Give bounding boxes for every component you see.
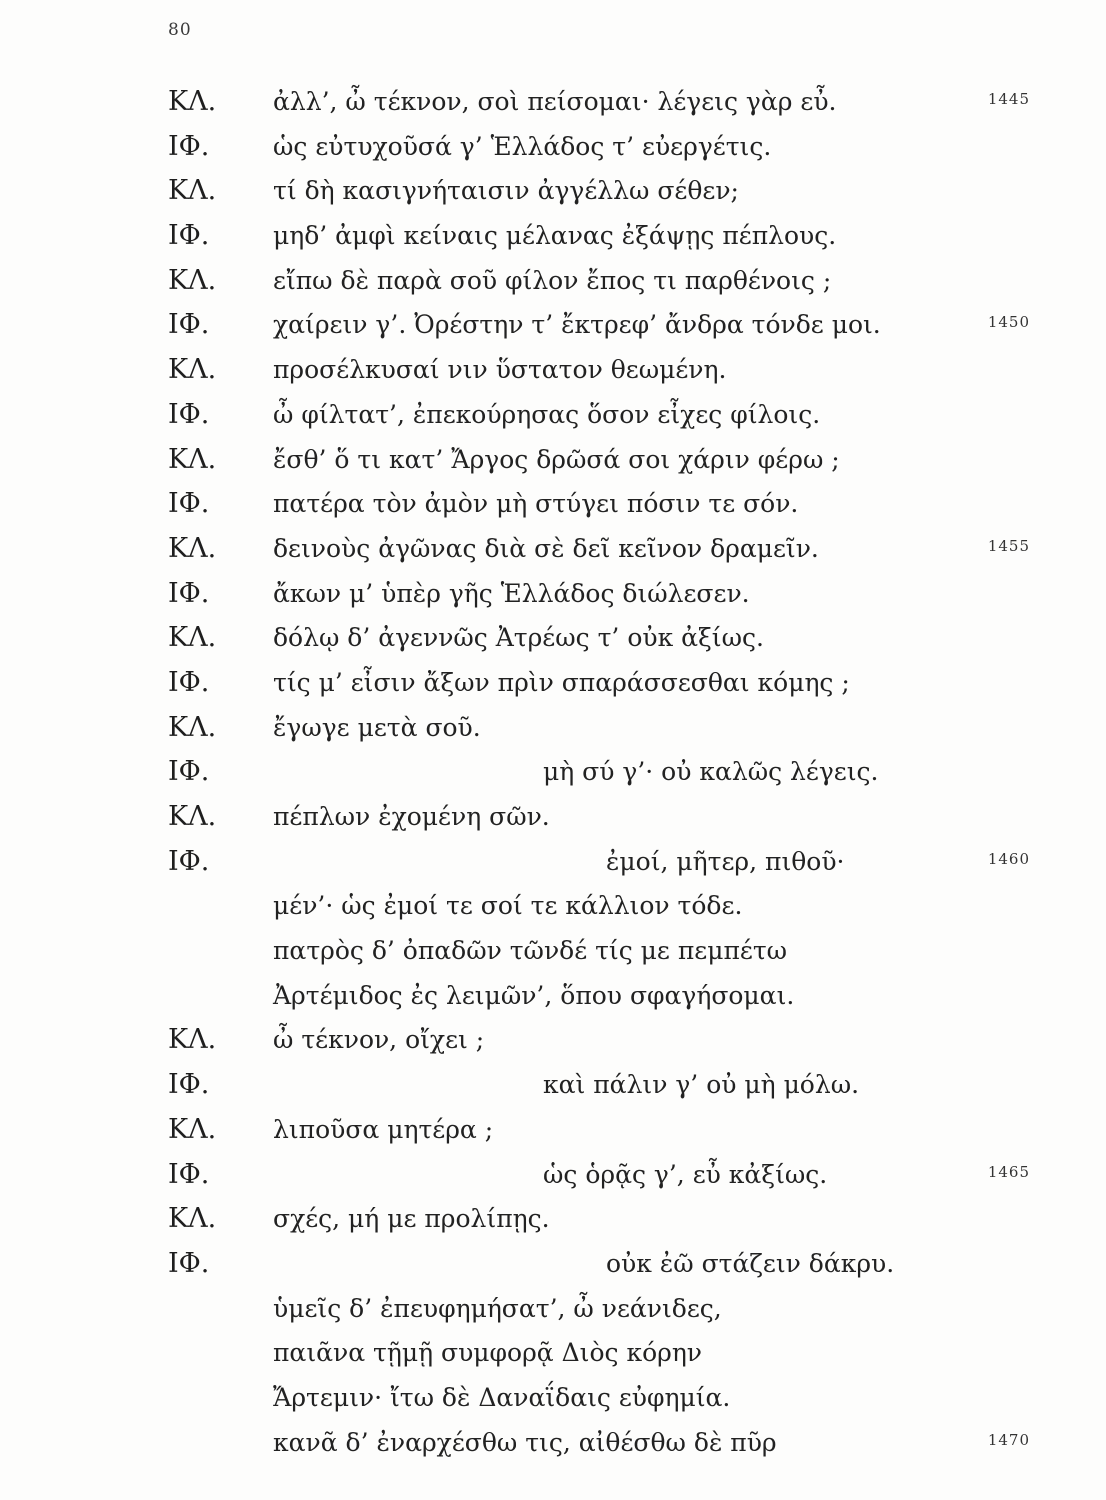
verse-line — [0, 1331, 1106, 1376]
speaker-label: ΙΦ. — [168, 577, 210, 609]
verse-line — [0, 1287, 1106, 1332]
verse-text: λιποῦσα μητέρα ; — [273, 1114, 494, 1144]
verse-line — [0, 572, 1106, 617]
line-number: 1445 — [987, 90, 1030, 108]
verse-text: μέν’· ὡς ἐμοί τε σοί τε κάλλιον τόδε. — [273, 891, 743, 921]
verse-line — [0, 348, 1106, 393]
speaker-label: ΚΛ. — [168, 801, 217, 832]
verse-line — [0, 661, 1106, 706]
verse-text: χαίρειν γ’. Ὀρέστην τ’ ἔκτρεφ’ ἄνδρα τόνδε μοι. — [273, 310, 881, 340]
verse-line — [0, 1018, 1106, 1063]
speaker-label: ΚΛ. — [168, 354, 217, 386]
verse-line — [0, 750, 1106, 795]
line-number: 1450 — [987, 313, 1030, 332]
verse-text: πατέρα τὸν ἀμὸν μὴ στύγει πόσιν τε σόν. — [273, 489, 799, 519]
verse-line — [0, 214, 1106, 259]
speaker-label: ΚΛ. — [168, 175, 217, 207]
speaker-label: ΙΦ. — [168, 309, 210, 341]
verse-line — [0, 974, 1106, 1019]
verse-line — [0, 1421, 1106, 1466]
verse-line — [0, 438, 1106, 483]
speaker-label: ΚΛ. — [168, 1113, 217, 1145]
line-number: 1455 — [987, 536, 1030, 555]
line-number: 1460 — [987, 849, 1030, 868]
verse-line — [0, 169, 1106, 214]
verse-text: τίς μ’ εἶσιν ἄξων πρὶν σπαράσσεσθαι κόμης ; — [273, 667, 850, 697]
verse-line — [0, 840, 1106, 885]
verse-text: σχές, μή με προλίπῃς. — [273, 1204, 550, 1234]
speaker-label: ΙΦ. — [168, 1247, 210, 1279]
verse-line — [0, 259, 1106, 304]
verse-line — [0, 125, 1106, 170]
speaker-label: ΚΛ. — [168, 1024, 217, 1056]
verse-line — [0, 482, 1106, 527]
verse-line — [0, 1197, 1106, 1242]
verse-text: ἐμοί, μῆτερ, πιθοῦ· — [606, 846, 845, 876]
speaker-label: ΙΦ. — [168, 756, 210, 788]
verse-line — [0, 884, 1106, 929]
speaker-label: ΙΦ. — [168, 488, 210, 520]
verse-text: ὦ φίλτατ’, ἐπεκούρησας ὅσον εἶχες φίλοις. — [273, 399, 821, 429]
verse-line — [0, 1063, 1106, 1108]
verse-line — [0, 616, 1106, 661]
line-number: 1465 — [987, 1162, 1030, 1181]
verse-line — [0, 795, 1106, 840]
verse-text: μηδ’ ἀμφὶ κείναις μέλανας ἐξάψῃς πέπλους. — [273, 221, 837, 251]
speaker-label: ΙΦ. — [168, 1158, 210, 1190]
page-number: 80 — [168, 20, 192, 40]
speaker-label: ΙΦ. — [168, 220, 210, 252]
verse-text: Ἀρτέμιδος ἐς λειμῶν’, ὅπου σφαγήσομαι. — [273, 980, 795, 1010]
speaker-label: ΚΛ. — [168, 622, 217, 654]
verse-text: ἀλλ’, ὦ τέκνον, σοὶ πείσομαι· λέγεις γὰρ εὖ. — [273, 87, 837, 116]
speaker-label: ΚΛ. — [168, 443, 217, 475]
verse-line — [0, 303, 1106, 348]
verse-line — [0, 1242, 1106, 1287]
verse-text: πέπλων ἐχομένη σῶν. — [273, 802, 550, 831]
verse-text: δόλῳ δ’ ἀγεννῶς Ἀτρέως τ’ οὐκ ἀξίως. — [273, 623, 764, 653]
speaker-label: ΙΦ. — [168, 845, 210, 877]
verse-line — [0, 527, 1106, 572]
verse-line — [0, 929, 1106, 974]
verse-text: ἔσθ’ ὅ τι κατ’ Ἄργος δρῶσά σοι χάριν φέρω ; — [273, 444, 840, 474]
verse-text: καὶ πάλιν γ’ οὐ μὴ μόλω. — [543, 1070, 860, 1100]
verse-text: ὑμεῖς δ’ ἐπευφημήσατ’, ὦ νεάνιδες, — [273, 1293, 722, 1323]
verse-text: ὡς ὁρᾷς γ’, εὖ κἀξίως. — [543, 1159, 828, 1189]
speaker-label: ΙΦ. — [168, 398, 210, 430]
verse-text: πατρὸς δ’ ὀπαδῶν τῶνδέ τίς με πεμπέτω — [273, 936, 788, 966]
verse-line — [0, 80, 1106, 125]
verse-text: ἔγωγε μετὰ σοῦ. — [273, 712, 481, 742]
line-number: 1470 — [987, 1430, 1030, 1449]
speaker-label: ΚΛ. — [168, 1203, 217, 1235]
verse-text: ὦ τέκνον, οἴχει ; — [273, 1025, 485, 1055]
speaker-label: ΙΦ. — [168, 130, 210, 162]
speaker-label: ΙΦ. — [168, 1069, 210, 1101]
verse-line — [0, 1108, 1106, 1153]
speaker-label: ΚΛ. — [168, 264, 217, 296]
verse-text: δεινοὺς ἀγῶνας διὰ σὲ δεῖ κεῖνον δραμεῖν. — [273, 533, 819, 563]
speaker-label: ΙΦ. — [168, 666, 210, 698]
verse-text: οὐκ ἐῶ στάζειν δάκρυ. — [606, 1248, 895, 1278]
verse-text: παιᾶνα τῇμῇ συμφορᾷ Διὸς κόρην — [273, 1338, 703, 1368]
verse-text: εἴπω δὲ παρὰ σοῦ φίλον ἔπος τι παρθένοις ; — [273, 265, 832, 295]
verse-line — [0, 1376, 1106, 1421]
verse-text: τί δὴ κασιγνήταισιν ἀγγέλλω σέθεν; — [273, 176, 739, 206]
speaker-label: ΚΛ. — [168, 86, 217, 117]
verse-text: ὡς εὐτυχοῦσά γ’ Ἑλλάδος τ’ εὐεργέτις. — [273, 131, 772, 161]
speaker-label: ΚΛ. — [168, 711, 217, 743]
verse-text: κανᾶ δ’ ἐναρχέσθω τις, αἰθέσθω δὲ πῦρ — [273, 1427, 777, 1457]
speaker-label: ΚΛ. — [168, 532, 217, 564]
verse-text: ἄκων μ’ ὑπὲρ γῆς Ἑλλάδος διώλεσεν. — [273, 578, 750, 608]
verse-text: Ἄρτεμιν· ἴτω δὲ Δαναΐδαις εὐφημία. — [273, 1382, 731, 1412]
verse-line — [0, 1153, 1106, 1198]
verse-block — [0, 80, 1106, 1465]
verse-line — [0, 706, 1106, 751]
verse-text: προσέλκυσαί νιν ὕστατον θεωμένη. — [273, 355, 727, 385]
verse-line — [0, 393, 1106, 438]
verse-text: μὴ σύ γ’· οὐ καλῶς λέγεις. — [543, 757, 879, 787]
